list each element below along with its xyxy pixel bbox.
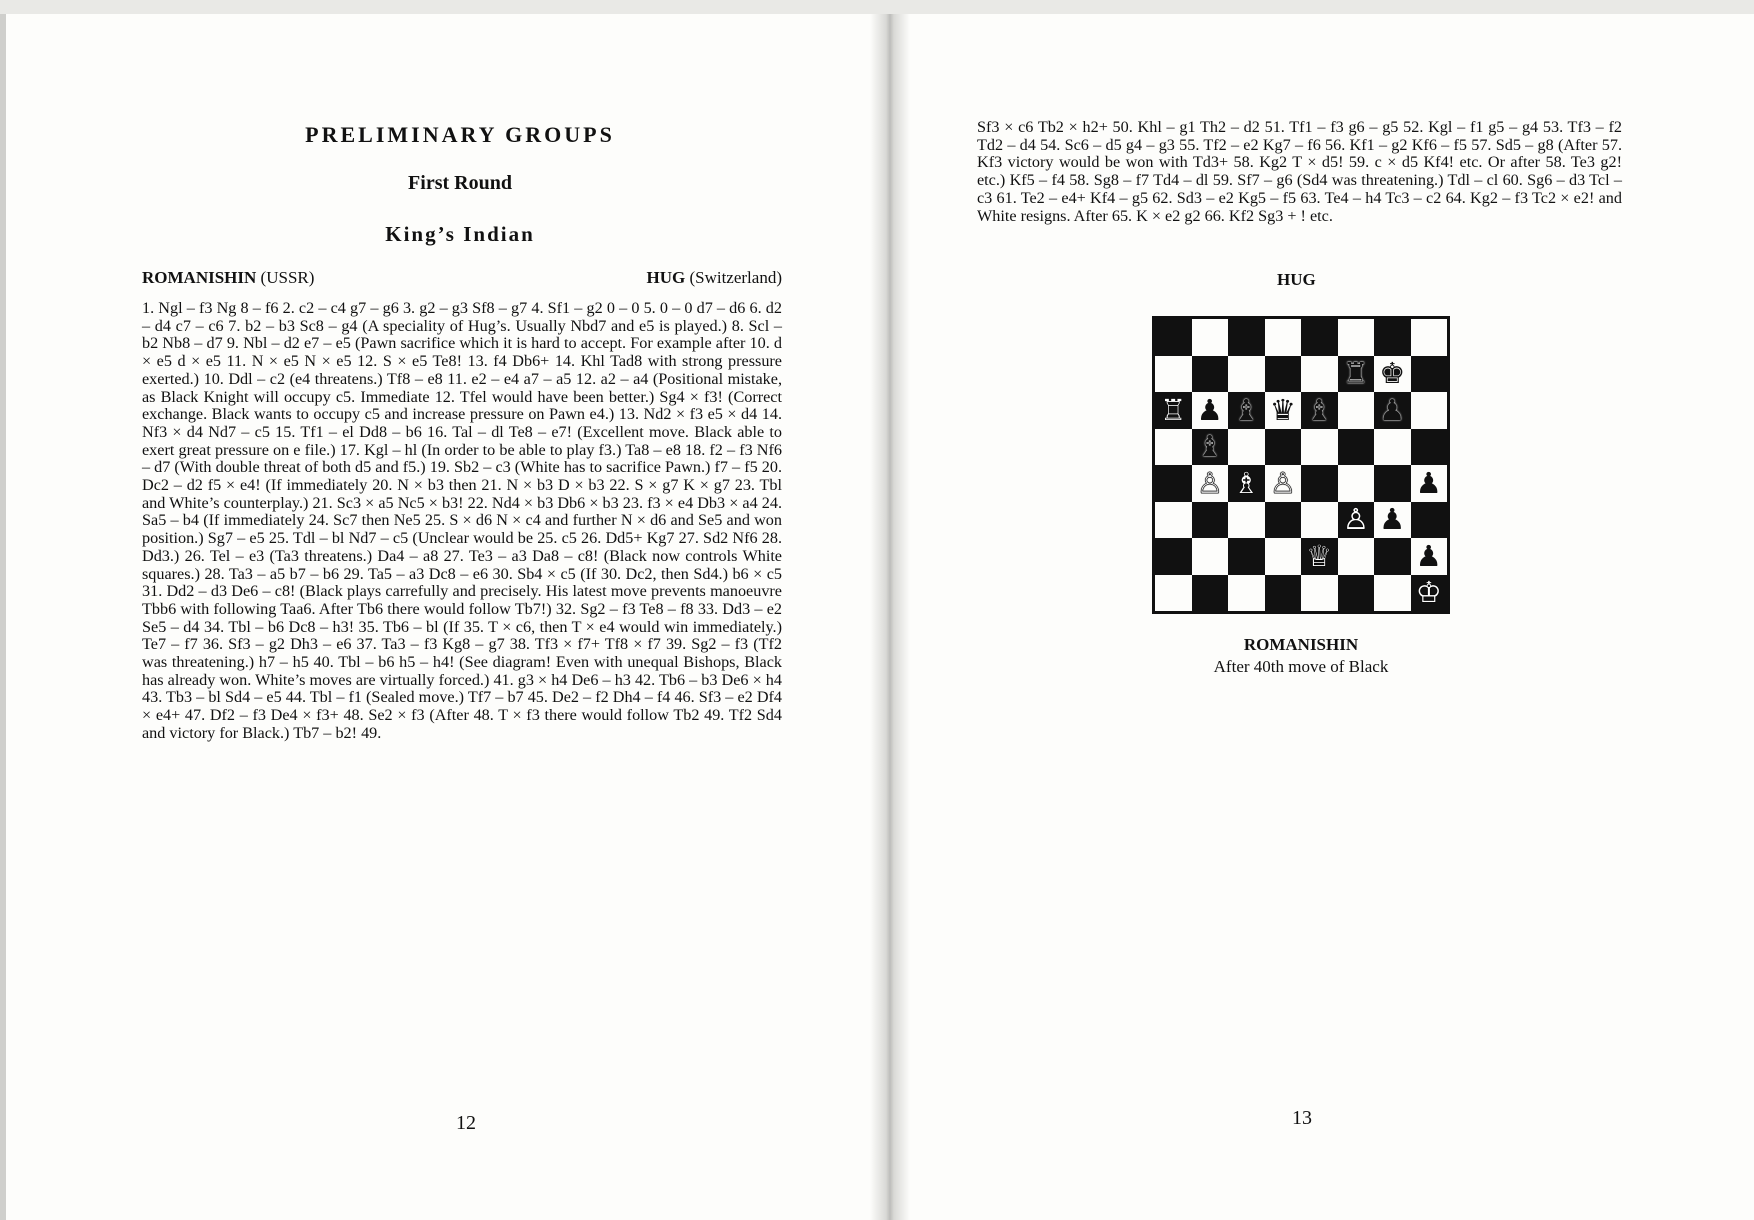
- square-h2: [1411, 538, 1448, 575]
- black-player: [646, 268, 782, 288]
- square-e2: [1301, 538, 1338, 575]
- square-e6: [1301, 392, 1338, 429]
- square-c2: [1228, 538, 1265, 575]
- white-rook-icon: ♖: [1160, 392, 1187, 427]
- square-a3: [1155, 502, 1192, 539]
- square-h6: [1411, 392, 1448, 429]
- black-bishop-icon: ♝: [1306, 392, 1333, 427]
- square-c1: [1228, 575, 1265, 612]
- black-pawn-icon: ♟: [1196, 392, 1223, 427]
- page-number-left: 12: [456, 1112, 476, 1134]
- square-b4: [1192, 465, 1229, 502]
- black-bishop-icon: ♝: [1233, 392, 1260, 427]
- square-d4: [1265, 465, 1302, 502]
- black-queen-icon: ♛: [1269, 392, 1296, 427]
- square-g6: [1374, 392, 1411, 429]
- black-rook-icon: ♜: [1342, 356, 1369, 391]
- square-c5: [1228, 429, 1265, 466]
- square-d5: [1265, 429, 1302, 466]
- square-b2: [1192, 538, 1229, 575]
- square-b7: [1192, 356, 1229, 393]
- black-pawn-icon: ♟: [1379, 502, 1406, 537]
- white-pawn-icon: ♙: [1269, 465, 1296, 500]
- square-a1: [1155, 575, 1192, 612]
- square-b6: [1192, 392, 1229, 429]
- square-a5: [1155, 429, 1192, 466]
- square-f7: [1338, 356, 1375, 393]
- round-heading: First Round: [408, 172, 512, 194]
- square-c4: [1228, 465, 1265, 502]
- square-g2: [1374, 538, 1411, 575]
- square-f5: [1338, 429, 1375, 466]
- square-e1: [1301, 575, 1338, 612]
- square-f1: [1338, 575, 1375, 612]
- square-b1: [1192, 575, 1229, 612]
- diagram-top-label: HUG: [1277, 270, 1316, 289]
- black-player-name: HUG: [646, 268, 686, 287]
- game-moves-continued: Sf3 × c6 Tb2 × h2+ 50. Khl – g1 Th2 – d2 51. Tf1 – f3 g6 – g5 52. Kgl – f1 g5 – g4 53. Tf3 – f2 Td2 – d4 54. Sc6 – d5 g4 – g3 55. Tf2 – e2 Kg7 – f6 56. Kf1 – g2 Kf6 – f5 57. Sd5 – g8 (After 57. Kf3 victory would be won with Td3+ 58. Kg2 T × d5! 59. c × d5 Kf4! etc. Or after 58. Te3 g2! etc.) Kf5 – f4 58. Sg8 – f7 Td4 – dl 59. Sf7 – g6 (Sd4 was threatening.) Tdl – cl 60. Sg6 – d3 Tcl – c3 61. Te2 – e4+ Kf4 – g5 62. Sd3 – e2 Kg5 – f5 63. Te4 – h4 Tc3 – c2 64. Kg2 – f3 Tc2 × e2! and White resigns. After 65. K × e2 g2 66. Kf2 Sg3 + ! etc.: [977, 118, 1622, 225]
- square-e7: [1301, 356, 1338, 393]
- square-h1: [1411, 575, 1448, 612]
- square-e3: [1301, 502, 1338, 539]
- black-pawn-icon: ♟: [1415, 465, 1442, 500]
- square-f4: [1338, 465, 1375, 502]
- players-line: [142, 268, 782, 288]
- square-a7: [1155, 356, 1192, 393]
- square-d6: [1265, 392, 1302, 429]
- white-king-icon: ♔: [1415, 575, 1442, 610]
- square-f6: [1338, 392, 1375, 429]
- square-a2: [1155, 538, 1192, 575]
- square-b8: [1192, 319, 1229, 356]
- square-g8: [1374, 319, 1411, 356]
- square-h3: [1411, 502, 1448, 539]
- square-g5: [1374, 429, 1411, 466]
- square-b5: [1192, 429, 1229, 466]
- opening-heading: King’s Indian: [385, 222, 535, 246]
- book-gutter: [870, 14, 910, 1220]
- white-player-name: ROMANISHIN: [142, 268, 257, 287]
- square-h8: [1411, 319, 1448, 356]
- square-f2: [1338, 538, 1375, 575]
- square-d7: [1265, 356, 1302, 393]
- chess-diagram: [1152, 316, 1450, 614]
- square-a4: [1155, 465, 1192, 502]
- diagram-caption: After 40th move of Black: [1213, 657, 1389, 676]
- square-h7: [1411, 356, 1448, 393]
- square-d3: [1265, 502, 1302, 539]
- black-player-country: (Switzerland): [689, 268, 782, 287]
- black-bishop-icon: ♝: [1196, 429, 1223, 464]
- square-h4: [1411, 465, 1448, 502]
- section-title: PRELIMINARY GROUPS: [305, 122, 615, 147]
- white-pawn-icon: ♙: [1342, 502, 1369, 537]
- square-c8: [1228, 319, 1265, 356]
- square-d1: [1265, 575, 1302, 612]
- black-king-icon: ♚: [1379, 356, 1406, 391]
- white-pawn-icon: ♙: [1196, 465, 1223, 500]
- square-e5: [1301, 429, 1338, 466]
- diagram-bottom-label: ROMANISHIN: [1243, 635, 1359, 654]
- square-g4: [1374, 465, 1411, 502]
- square-g1: [1374, 575, 1411, 612]
- square-f3: [1338, 502, 1375, 539]
- square-g7: [1374, 356, 1411, 393]
- square-e8: [1301, 319, 1338, 356]
- black-pawn-icon: ♟: [1415, 538, 1442, 573]
- square-g3: [1374, 502, 1411, 539]
- square-b3: [1192, 502, 1229, 539]
- square-h5: [1411, 429, 1448, 466]
- square-d2: [1265, 538, 1302, 575]
- square-c3: [1228, 502, 1265, 539]
- diagram-caption-block: [1152, 635, 1450, 677]
- square-e4: [1301, 465, 1338, 502]
- square-c7: [1228, 356, 1265, 393]
- page-number-right: 13: [1292, 1107, 1312, 1129]
- game-moves-text: 1. Ngl – f3 Ng 8 – f6 2. c2 – c4 g7 – g6 3. g2 – g3 Sf8 – g7 4. Sf1 – g2 0 – 0 5. 0 – 0 d7 – d6 6. d2 – d4 c7 – c6 7. b2 – b3 Sc8 – g4 (A speciality of Hug’s. Usually Nbd7 and e5 is played.) 8. Scl – b2 Nb8 – d7 9. Nbl – d2 e7 – e5 (Pawn sacrifice which it is hard to accept. For example after 10. d × e5 d × e5 11. N × e5 N × e5 12. S × e5 Te8! 13. f4 Db6+ 14. Khl Tad8 with strong pressure exerted.) 10. Ddl – c2 (e4 threatens.) Tf8 – e8 11. e2 – e4 a7 – a5 12. a2 – a4 (Positional mistake, as Black Knight will occupy c5. Immediate 12. Tfel would have been better.) Sg4 × f3! (Correct exchange. Black wants to occupy c5 and increase pressure on Pawn e4.) 13. Nd2 × f3 e5 × d4 14. Nf3 × d4 Nd7 – c5 15. Tf1 – el Dd8 – b6 16. Tal – dl Te8 – e7! (Excellent move. Black able to exert great pressure on e file.) 17. Kgl – hl (In order to be able to play f3.) Ta8 – e8 18. f2 – f3 Nf6 – d7 (With double threat of both d5 and f5.) 19. Sb2 – c3 (White has to sacrifice Pawn.) f7 – f5 20. Dc2 – d2 f5 × e4! (If immediately 20. N × b3 then 21. N × b3 D × b3 22. S × g7 K × g7 23. Tbl and White’s counterplay.) 21. Sc3 × a5 Nc5 × b3! 22. Nd4 × b3 Db6 × b3 23. f3 × e4 Db3 × a4 24. Sa5 – b4 (If immediately 24. Sc7 then Ne5 25. S × d6 N × c4 and further N × d6 and Se5 and won position.) Sg7 – e5 25. Tdl – bl Nd7 – c5 (Unclear would be 25. c5 26. Dd5+ Kg7 27. Sd2 Nf6 28. Dd3.) 26. Tel – e3 (Ta3 threatens.) Da4 – a8 27. Te3 – a3 Da8 – c8! (Black now controls White squares.) 28. Ta3 – a5 b7 – b6 29. Ta5 – a3 Dc8 – e6 30. Sb4 × c5 (If 30. Dc2, then Sd4.) b6 × c5 31. Dd2 – d3 De6 – c8! (Black plays carrefully and precisely. His latest move prevents manoeuvre Tbb6 with following Taa6. After Tb6 there would follow Tb7!) 32. Sg2 – f3 Te8 – f8 33. Dd3 – e2 Se5 – d4 34. Tbl – b6 Dc8 – h3! 35. Tb6 – bl (If 35. T × c6, then T × e4 would win immediately.) Te7 – f7 36. Sf3 – g2 Dh3 – e6 37. Ta3 – f3 Kg8 – g7 38. Tf3 × f7+ Tf8 × f7 39. Sg2 – f3 (Tf2 was threatening.) h7 – h5 40. Tbl – b6 h5 – h4! (See diagram! Even with unequal Bishops, Black has already won. White’s moves are virtually forced.) 41. g3 × h4 De6 – h3 42. Tb6 – b3 De6 × h4 43. Tb3 – bl Sd4 – e5 44. Tbl – f1 (Sealed move.) Tf7 – b7 45. De2 – f2 Dh4 – f4 46. Sf3 – e2 Df4 × e4+ 47. Df2 – f3 De4 × f3+ 48. Se2 × f3 (After 48. T × f3 there would follow Tb2 49. Tf2 Sd4 and victory for Black.) Tb7 – b2! 49.: [142, 299, 782, 742]
- square-a8: [1155, 319, 1192, 356]
- white-player: [142, 268, 314, 288]
- square-d8: [1265, 319, 1302, 356]
- square-a6: [1155, 392, 1192, 429]
- square-f8: [1338, 319, 1375, 356]
- white-player-country: (USSR): [260, 268, 315, 287]
- white-bishop-icon: ♗: [1233, 465, 1260, 500]
- black-pawn-icon: ♟: [1379, 392, 1406, 427]
- white-queen-icon: ♕: [1306, 538, 1333, 573]
- square-c6: [1228, 392, 1265, 429]
